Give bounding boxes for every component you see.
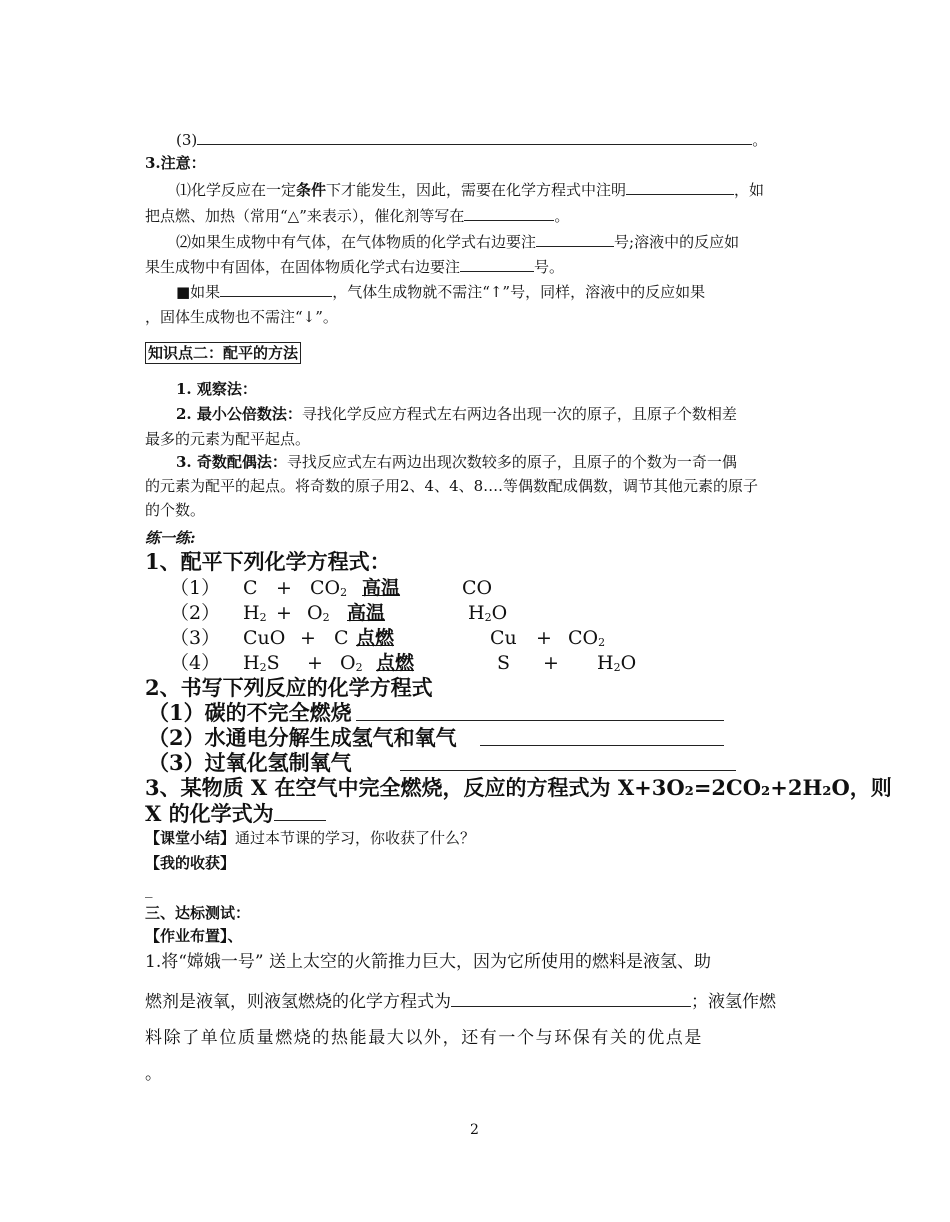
gain-mark: _ [145,880,153,898]
question-3-line-2: X 的化学式为 [145,800,326,827]
method-3-line-3: 的个数。 [145,501,206,519]
my-gain: 【我的收获】 [145,854,236,872]
equation-3-reactant-1: CuO [243,627,286,649]
question-2-1: （1）碳的不完全燃烧 [148,700,352,725]
method-2-line-1: 2. 最小公倍数法：寻找化学反应方程式左右两边各出现一次的原子，且原子个数相差 [176,405,737,423]
section-heading: 知识点二：配平的方法 [145,342,301,364]
equation-4: （4） [170,652,221,674]
homework-1-line-4: 。 [145,1064,162,1084]
equation-1-plus: + [276,577,292,599]
equation-3-plus-2: + [536,627,552,649]
equation-4-product-2: $H_2O$ [597,652,637,674]
answer-blank[interactable] [626,178,734,195]
question-1: 1、配平下列化学方程式： [145,549,391,574]
method-3-line-2: 的元素为配平的起点。将奇数的原子用2、4、4、8….等偶数配成偶数，调节其他元素的原子 [145,477,758,495]
answer-blank[interactable] [220,280,332,297]
equation-4-plus-2: + [543,652,559,674]
notice-1-line-1: ⑴化学反应在一定条件下才能发生，因此，需要在化学方程式中注明 ，如 [176,178,764,201]
equation-2-reactant-2: $O_2$ [307,602,330,624]
method-1: 1. 观察法： [176,380,257,398]
notice-heading: 3.注意： [145,154,206,172]
equation-1-reactant-1: C [243,577,258,599]
equation-3-plus: + [300,627,316,649]
equation-3-product-1: Cu [490,627,517,649]
answer-blank[interactable] [400,770,736,771]
notice-1-line-2: 把点燃、加热（常用“△”来表示），催化剂等写在 。 [145,204,569,227]
equation-4-plus: + [307,652,323,674]
answer-blank[interactable] [464,204,554,221]
question-3-line-1: 3、某物质 X 在空气中完全燃烧，反应的方程式为 X+3O₂=2CO₂+2H₂O，则 [145,775,892,800]
answer-blank[interactable] [197,128,752,145]
notice-2-line-1: ⑵如果生成物中有气体，在气体物质的化学式右边要注 号;溶液中的反应如 [176,230,739,253]
notice-3-line-1: ■如果 ，气体生成物就不需注“↑”号，同样，溶液中的反应如果 [176,280,705,303]
section-3-heading: 三、达标测试： [145,904,251,922]
equation-1-condition: 高温 [362,577,401,599]
answer-blank[interactable] [274,800,326,821]
method-3-line-1: 3. 奇数配偶法：寻找反应式左右两边出现次数较多的原子，且原子的个数为一奇一偶 [176,453,737,471]
equation-1-product-1: CO [462,577,493,599]
answer-blank[interactable] [460,255,534,272]
equation-4-product-1: S [497,652,511,674]
item-3: (3) 。 [176,128,767,151]
equation-4-reactant-2: $O_2$ [340,652,363,674]
equation-2-product-1: $H_2O$ [468,602,508,624]
equation-2-plus: + [276,602,292,624]
answer-blank[interactable] [451,988,691,1007]
answer-blank[interactable] [536,230,614,247]
equation-4-condition: 点燃 [376,652,415,674]
practice-heading: 练一练: [145,529,196,547]
method-2-line-2: 最多的元素为配平起点。 [145,430,311,448]
homework-label: 【作业布置】、 [145,927,243,945]
equation-3-condition: 点燃 [356,627,395,649]
equation-3-reactant-2: C [334,627,349,649]
homework-1-line-1: 1.将“嫦娥一号” 送上太空的火箭推力巨大，因为它所使用的燃料是液氢、助 [145,952,712,972]
homework-1-line-2: 燃剂是液氧，则液氢燃烧的化学方程式为 ；液氢作燃 [145,988,776,1014]
equation-3-product-2: $CO_2$ [568,627,606,649]
notice-2-line-2: 果生成物中有固体，在固体物质化学式右边要注 号。 [145,255,564,278]
question-2: 2、书写下列反应的化学方程式 [145,675,433,700]
question-2-3: （3）过氧化氢制氧气 [148,750,352,775]
answer-blank[interactable] [356,720,724,721]
class-summary: 【课堂小结】通过本节课的学习，你收获了什么？ [145,829,476,847]
equation-2-reactant-1: $H_2$ [243,602,267,624]
equation-2-condition: 高温 [347,602,386,624]
equation-2: （2） [170,602,221,624]
equation-1: （1） [170,577,221,599]
notice-3-line-2: ，固体生成物也不需注“↓”。 [145,308,338,326]
equation-3: （3） [170,627,221,649]
question-2-2: （2）水通电分解生成氢气和氧气 [148,725,457,750]
homework-1-line-3: 料除了单位质量燃烧的热能最大以外，还有一个与环保有关的优点是 [145,1028,703,1048]
page-number: 2 [470,1122,479,1138]
equation-4-reactant-1: $H_2S$ [243,652,280,674]
answer-blank[interactable] [480,745,724,746]
equation-1-reactant-2: $CO_2$ [310,577,348,599]
